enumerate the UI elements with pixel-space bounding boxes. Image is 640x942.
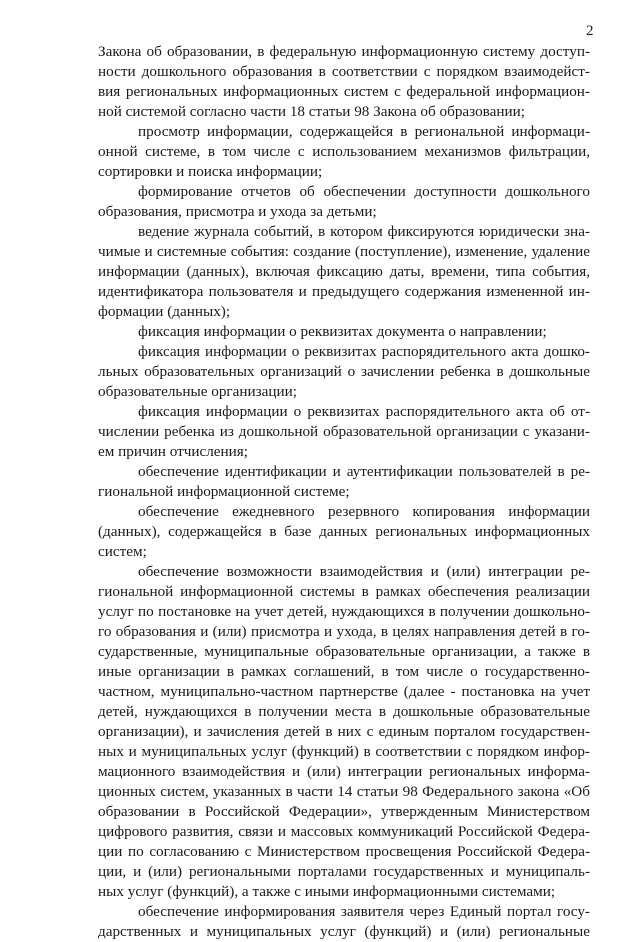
text-line: цифрового развития, связи и массовых коммуникаций Российской Федера- <box>98 823 590 840</box>
text-line: обеспечение ежедневного резервного копирования информации <box>138 503 590 520</box>
text-line: онной системе, в том числе с использованием механизмов фильтрации, <box>98 143 590 160</box>
text-line: обеспечение возможности взаимодействия и (или) интеграции ре- <box>138 563 590 580</box>
text-line: ем причин отчисления; <box>98 443 249 460</box>
text-line: организации), и зачисления детей в них с единым порталом государствен- <box>98 723 590 740</box>
text-line: ведение журнала событий, в котором фиксируются юридически зна- <box>138 223 590 240</box>
text-line: го образования и (или) присмотра и ухода, в целях направления детей в го- <box>98 623 590 640</box>
text-line: сортировки и поиска информации; <box>98 163 323 180</box>
paragraph <box>98 122 590 182</box>
text-line: обеспечение идентификации и аутентификации пользователей в ре- <box>138 463 590 480</box>
text-line: образования, присмотра и ухода за детьми; <box>98 203 377 220</box>
text-line: фиксация информации о реквизитах документа о направлении; <box>138 323 547 340</box>
paragraph <box>98 562 590 902</box>
text-line: иные организации в рамках соглашений, в том числе о государственно- <box>98 663 590 680</box>
text-line: числении ребенка из дошкольной образовательной организации с указани- <box>98 423 590 440</box>
paragraph <box>98 222 590 322</box>
text-line: систем; <box>98 543 147 560</box>
text-line: формации (данных); <box>98 303 231 320</box>
text-line: фиксация информации о реквизитах распорядительного акта дошко- <box>138 343 590 360</box>
text-line: Закона об образовании, в федеральную информационную систему доступ- <box>98 43 590 60</box>
paragraph <box>98 322 590 342</box>
text-line: ной системой согласно части 18 статьи 98 Закона об образовании; <box>98 103 525 120</box>
text-line: ных и муниципальных услуг (функций) в соответствии с порядком инфор- <box>98 743 590 760</box>
page-number: 2 <box>586 23 594 39</box>
text-line: (данных), содержащейся в базе данных региональных информационных <box>98 523 590 540</box>
paragraph <box>98 182 590 222</box>
text-line: сударственные, муниципальные образовательные организации, а также в <box>98 643 590 660</box>
text-line: формирование отчетов об обеспечении доступности дошкольного <box>138 183 590 200</box>
paragraph <box>98 342 590 402</box>
text-line: детей, нуждающихся в получении места в дошкольные образовательные <box>98 703 590 720</box>
text-line: дарственных и муниципальных услуг (функций) и (или) региональные <box>98 923 590 940</box>
paragraph <box>98 502 590 562</box>
text-line: ционных систем, указанных в части 14 статьи 98 Федерального закона «Об <box>98 783 590 800</box>
text-line: ности дошкольного образования в соответствии с порядком взаимодейст- <box>98 63 590 80</box>
text-line: частном, муниципально-частном партнерстве (далее - постановка на учет <box>98 683 590 700</box>
text-line: услуг по постановке на учет детей, нуждающихся в получении дошкольно- <box>98 603 590 620</box>
text-line: образовательные организации; <box>98 383 297 400</box>
text-line: вия региональных информационных систем с федеральной информацион- <box>98 83 590 100</box>
text-line: гиональной информационной системе; <box>98 483 350 500</box>
text-line: просмотр информации, содержащейся в региональной информаци- <box>138 123 590 140</box>
document-body <box>98 42 590 942</box>
paragraph <box>98 462 590 502</box>
text-line: образовании в Российской Федерации», утвержденным Министерством <box>98 803 590 820</box>
text-line: гиональной информационной системы в рамках обеспечения реализации <box>98 583 590 600</box>
text-line: идентификатора пользователя и предыдущего содержания измененной ин- <box>98 283 590 300</box>
text-line: обеспечение информирования заявителя через Единый портал госу- <box>138 903 590 920</box>
paragraph <box>98 902 590 942</box>
text-line: чимые и системные события: создание (поступление), изменение, удаление <box>98 243 590 260</box>
text-line: ных услуг (функций), а также с иными информационными системами; <box>98 883 556 900</box>
text-line: фиксация информации о реквизитах распорядительного акта об от- <box>138 403 590 420</box>
paragraph <box>98 42 590 122</box>
text-line: ции, и (или) региональными порталами государственных и муниципаль- <box>98 863 590 880</box>
text-line: мационного взаимодействия и (или) интеграции региональных информа- <box>98 763 590 780</box>
text-line: ции по согласованию с Министерством просвещения Российской Федера- <box>98 843 590 860</box>
text-line: льных образовательных организаций о зачислении ребенка в дошкольные <box>98 363 590 380</box>
text-line: информации (данных), включая фиксацию даты, времени, типа события, <box>98 263 590 280</box>
paragraph <box>98 402 590 462</box>
